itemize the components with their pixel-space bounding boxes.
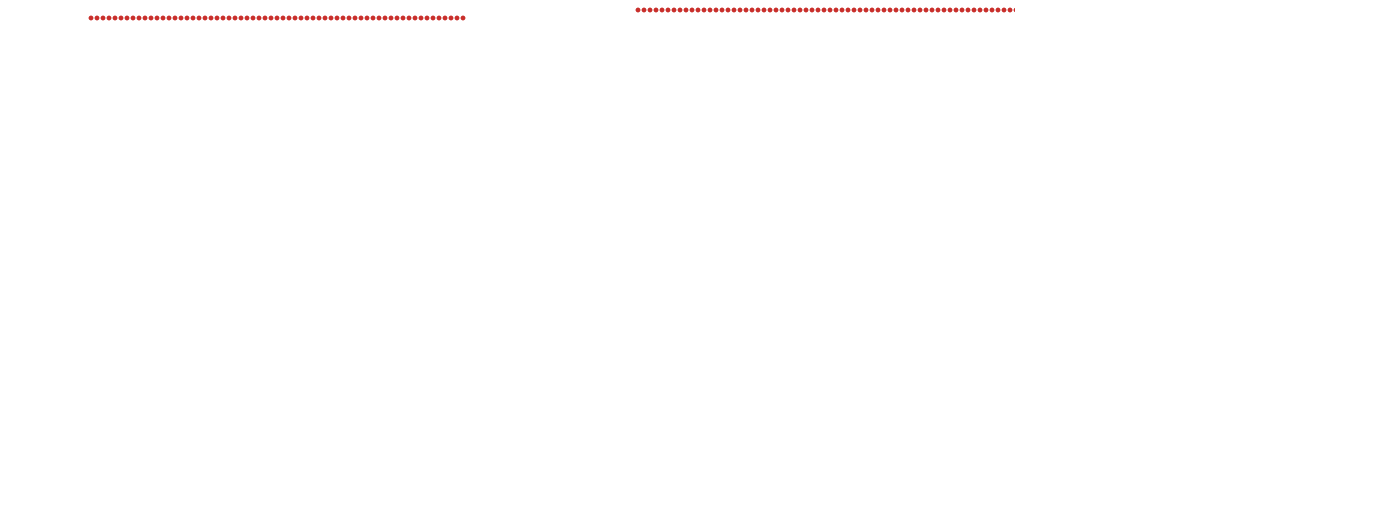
wine-panel [1140,0,1370,500]
mocktail-item [644,486,974,505]
beer-panel [0,0,520,500]
cocktail-panel [600,0,1100,500]
dotted-divider [88,14,466,22]
dotted-divider [635,6,1015,14]
